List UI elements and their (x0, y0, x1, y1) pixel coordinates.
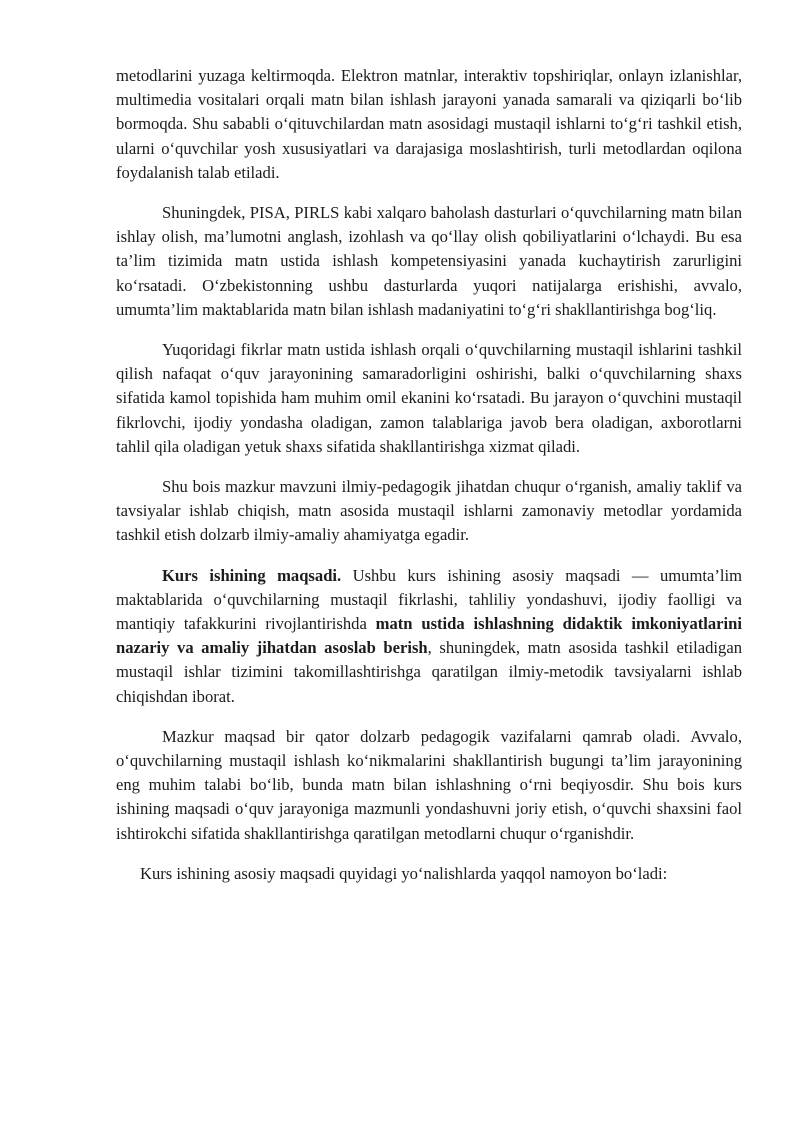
paragraph-course-goal (116, 564, 742, 709)
paragraph-student-development: Yuqoridagi fikrlar matn ustida ishlash orqali o‘quvchilarning mustaqil ishlarini tashkil qilish nafaqat o‘quv jarayonining samaradorligini oshirishi, balki o‘quvchilarning shaxs sifatida kamol topishida ham muhim omil ekanini ko‘rsatadi. Bu jarayon o‘quvchini mustaqil fikrlovchi, ijodiy yondasha oladigan, zamon talablariga javob bera oladigan, axborotlarni tahlil qila oladigan yetuk shaxs sifatida shakllantirishga xizmat qiladi. (116, 340, 742, 456)
paragraph-tasks: Mazkur maqsad bir qator dolzarb pedagogik vazifalarni qamrab oladi. Avvalo, o‘quvchilarning mustaqil ishlash ko‘nikmalarini shakllantirish bugungi ta’lim jarayonining eng muhim talabi bo‘lib, bunda matn bilan ishlashning o‘rni beqiyosdir. Shu bois kurs ishining maqsadi o‘quv jarayoniga mazmunli yondashuvni joriy etish, o‘quvchi shaxsini faol ishtirokchi sifatida shakllantirishga qaratilgan metodlarni chuqur o‘rganishdir. (116, 726, 742, 843)
document-page (116, 64, 742, 902)
paragraph-international-assessment: Shuningdek, PISA, PIRLS kabi xalqaro baholash dasturlari o‘quvchilarning matn bilan ishlay olish, ma’lumotni anglash, izohlash va qo‘llay olish qobiliyatlarini o‘lchaydi. Bu esa ta’lim tizimida matn ustida ishlash kompetensiyasini yanada kuchaytirish zarurligini ko‘rsatadi. O‘zbekistonning ushbu dasturlarda yuqori natijalarga erishishi, avvalo, umumta’lim maktablarida matn bilan ishlash madaniyatini to‘g‘ri shakllantirishga bog‘liq. (116, 203, 742, 319)
paragraph-directions-lead: Kurs ishining asosiy maqsadi quyidagi yo‘nalishlarda yaqqol namoyon bo‘ladi: (140, 863, 668, 883)
course-goal-text-1: Ushbu kurs ishining asosiy maqsadi — umumta’lim maktablarida o‘quvchilarning mustaqil fikrlashi, tahliliy yondashuvi, ijodiy faolligi va mantiqiy tafakkurini rivojlantirishda (116, 565, 742, 634)
course-goal-heading: Kurs ishining maqsadi. (162, 565, 342, 585)
course-goal-emphasis: matn ustida ishlashning didaktik imkoniyatlarini nazariy va amaliy jihatdan asoslab berish (116, 614, 742, 658)
paragraph-relevance: Shu bois mazkur mavzuni ilmiy-pedagogik jihatdan chuqur o‘rganish, amaliy taklif va tavsiyalar ishlab chiqish, matn asosida mustaqil ishlarni zamonaviy metodlar yordamida tashkil etish dolzarb ilmiy-amaliy ahamiyatga egadir. (116, 477, 742, 545)
paragraph-intro-continuation: metodlarini yuzaga keltirmoqda. Elektron matnlar, interaktiv topshiriqlar, onlayn izlanishlar, multimedia vositalari orqali matn bilan ishlash jarayoni yanada samarali va qiziqarli bo‘lib bormoqda. Shu sababli o‘qituvchilardan matn asosidagi mustaqil ishlarni to‘g‘ri tashkil etish, ularni o‘quvchilar yosh xususiyatlari va darajasiga moslashtirish, turli metodlardan oqilona foydalanish talab etiladi. (116, 66, 742, 182)
course-goal-text-2: , shuningdek, matn asosida tashkil etiladigan mustaqil ishlar tizimini takomillashtirishga qaratilgan ilmiy-metodik tavsiyalarni ishlab chiqishdan iborat. (116, 638, 742, 706)
